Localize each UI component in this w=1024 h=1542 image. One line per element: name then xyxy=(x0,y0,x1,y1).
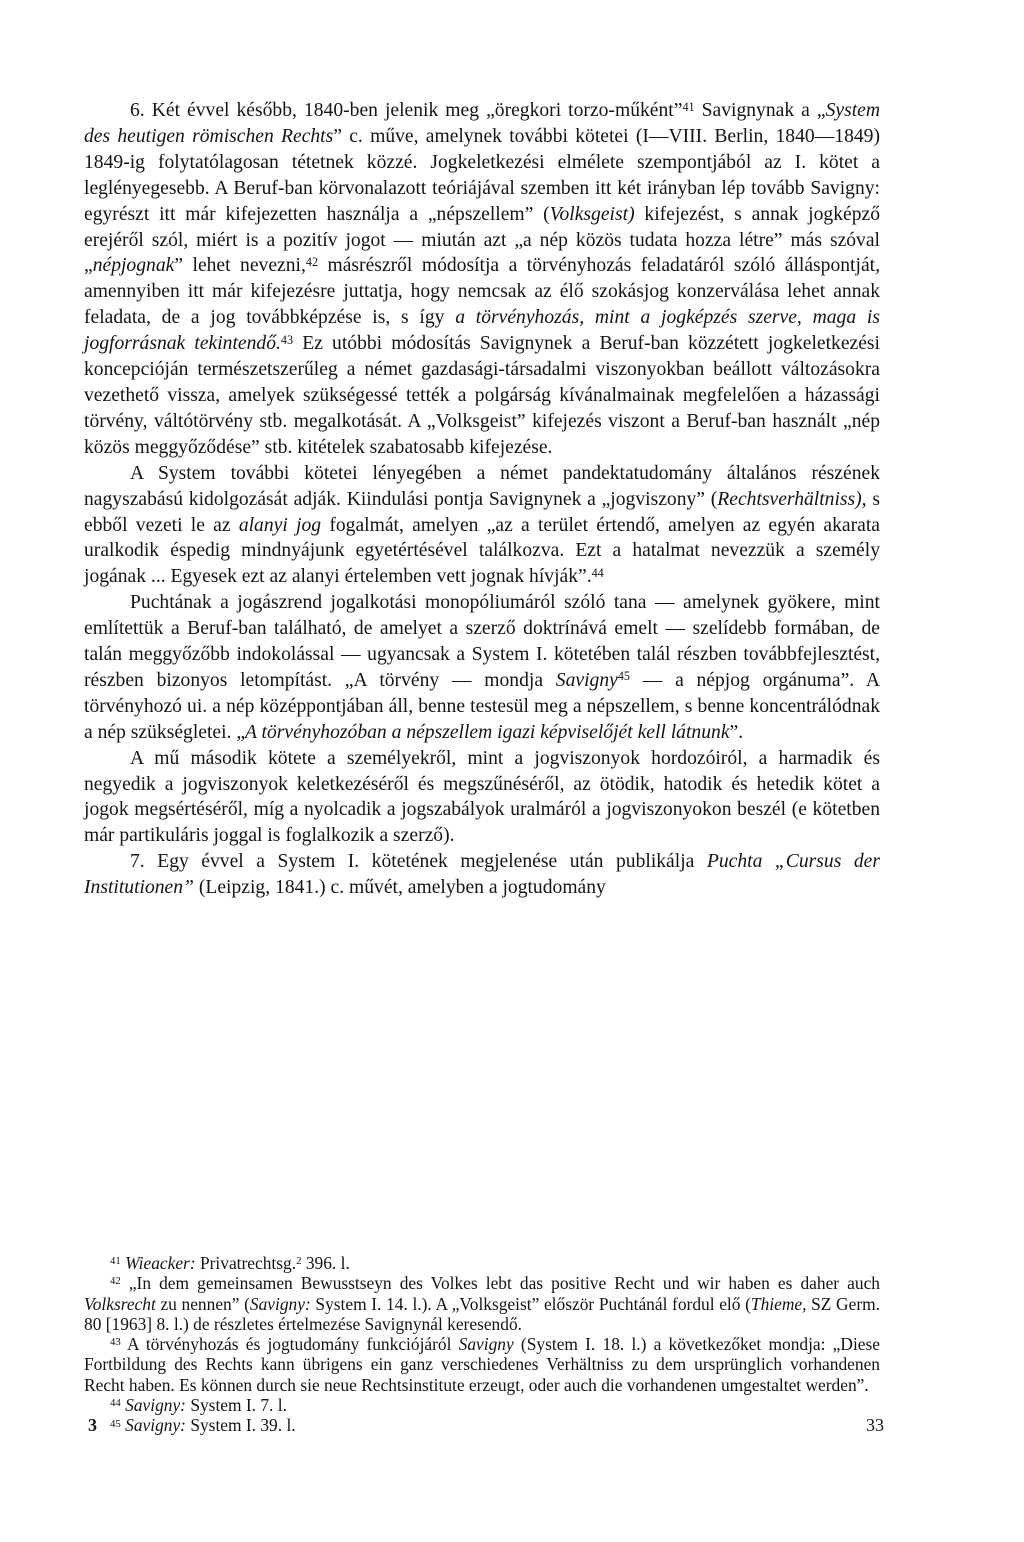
italic-text: Puchta „Cursus der Institutionen” xyxy=(84,851,880,899)
footnote-ref: 41 xyxy=(682,99,695,114)
text-run: zu nennen” ( xyxy=(155,1293,250,1314)
text-run: ” lehet nevezni, xyxy=(174,255,306,277)
footnote-ref: 43 xyxy=(280,332,294,347)
footnotes xyxy=(84,1253,880,1436)
text-run: Puchtának a jogászrend jogalkotási monopóliumáról szóló tana — amelynek gyökere, mint említettük a Beruf-ban található, de amelyet a szerző doktrínává emelt — szelídebb formában, de talán meggyőzőbb indokolással — ugyancsak a System I. kötetében talál részben továbbfejlesztést, részben bizonyos letompítást. „A törvény — mondja xyxy=(84,592,880,691)
text-run: Ez utóbbi módosítás Savignynek a Beruf-ban közzétett jogkeletkezési koncepcióján természetszerűleg a német gazdasági-társadalmi viszonyokban beállott változásokra vezethető vissza, amelyek szükségessé tették a polgárság kívánalmainak megfelelően a házassági törvény, váltótörvény stb. megalkotását. A „Volksgeist” kifejezés viszont a Beruf-ban használt „nép közös meggyőződése” stb. kitételek szabatosabb kifejezése. xyxy=(84,333,880,458)
italic-text: Savigny: xyxy=(249,1293,311,1314)
text-run: (System I. 18. l.) a következőket mondja: „Diese Fortbildung des Rechts kann übrigens ein ganz verschiedenes Verhältniss zu dem ursprünglich vorhandenen Recht haben. Es können durch sie neue Rechtsinstitute erzeugt, oder auch die vorhandenen umgestaltet werden”. xyxy=(84,1334,881,1395)
text-run: ”. xyxy=(729,721,744,743)
italic-text: Volksrecht xyxy=(84,1293,156,1314)
italic-text: Volksgeist) xyxy=(549,203,635,225)
text-run: SZ Germ. 80 [1963] 8. l.) de részletes értelmezése Savignynál keresendő. xyxy=(84,1293,880,1334)
italic-text: System des heutigen römischen Rechts xyxy=(84,100,880,147)
italic-text: Wieacker: xyxy=(125,1253,196,1273)
footnote-ref: 44 xyxy=(591,565,604,580)
text-run: 7. Egy évvel a System I. kötetének megjelenése után publikálja xyxy=(130,851,707,873)
italic-text: népjognak xyxy=(92,255,175,277)
text-run: System I. 39. l. xyxy=(185,1415,296,1436)
italic-text: Thieme, xyxy=(750,1293,807,1314)
paragraph xyxy=(84,590,880,745)
footnote-ref: 42 xyxy=(305,254,319,269)
paragraph xyxy=(84,461,880,591)
text-run: 396. l. xyxy=(301,1253,350,1273)
italic-text: Savigny xyxy=(458,1334,514,1355)
footnote xyxy=(84,1273,880,1334)
text-run: Privatrechtsg. xyxy=(195,1253,297,1273)
main-text xyxy=(84,98,880,901)
footnote xyxy=(84,1253,880,1273)
italic-text: alanyi jog xyxy=(238,514,322,536)
footnote xyxy=(84,1415,880,1435)
footnote-ref: 45 xyxy=(617,669,630,684)
italic-text: A törvényhozóban a népszellem igazi képviselőjét kell látnunk xyxy=(245,721,730,743)
footnote-ref: 45 xyxy=(110,1417,121,1430)
paragraph xyxy=(84,98,880,461)
signature-mark: 3 xyxy=(88,1415,97,1435)
text-run: fogalmát, amelyen „az a terület értendő, amelyen az egyén akarata uralkodik éspedig mindnyájunk egyetértésével találkozva. Ezt a hatalmat nevezzük a személy jogának ... Egyesek ezt az alanyi értelemben vett jognak hívják”. xyxy=(84,514,880,588)
text-run: A System további kötetei lényegében a német pandektatudomány általános részének nagyszabású kidolgozását adják. Kiindulási pontja Savignynek a „jogviszony” ( xyxy=(84,462,880,510)
text-run: System I. 7. l. xyxy=(185,1395,287,1416)
footnote-ref: 41 xyxy=(110,1255,121,1268)
text-run: s ebből vezeti le az xyxy=(84,488,880,536)
text-run: másrészről módosítja a törvényhozás feladatáról szóló álláspontját, amennyiben itt már kifejezésre juttatja, hogy nemcsak az élő szokásjog konzerválása lehet annak feladata, de a jog továbbképzése is, s így xyxy=(84,255,880,329)
paragraph xyxy=(84,849,880,901)
text-run: (Leipzig, 1841.) c. művét, amelyben a jogtudomány xyxy=(193,877,606,899)
footnote-ref: 42 xyxy=(110,1275,121,1288)
text-run: kifejezést, s annak jogképző erejéről szól, miért is a pozitív jogot — miután azt „a nép közös tudata hozza létre” más szóval „ xyxy=(84,203,880,277)
text-run: 6. Két évvel később, 1840-ben jelenik meg „öregkori torzo-műként” xyxy=(130,100,683,121)
italic-text: Savigny: xyxy=(125,1395,186,1416)
text-run: System I. 14. l.). A „Volksgeist” először Puchtánál fordul elő ( xyxy=(310,1293,751,1314)
italic-text: Savigny xyxy=(555,669,618,691)
text-run: „In dem gemeinsamen Bewusstseyn des Volkes lebt das positive Recht und wir haben es daher auch xyxy=(120,1273,880,1294)
text-run: Savignynak a „ xyxy=(694,100,826,121)
footnote xyxy=(84,1395,880,1415)
footnote-ref: 43 xyxy=(110,1336,121,1349)
text-run: A mű második kötete a személyekről, mint a jogviszonyok hordozóiról, a harmadik és negyedik a jogviszonyok keletkezéséről és megszűnéséről, az ötödik, hatodik és hetedik kötet a jogok megsértéséről, míg a nyolcadik a jogszabályok uralmáról a jogviszonyokon beszél (e kötetben már partikuláris joggal is foglalkozik a szerző). xyxy=(84,747,880,847)
text-run: ” c. műve, amelynek további kötetei (I—VIII. Berlin, 1840—1849) 1849-ig folytatólagosan tétetnek közzé. Jogkeletkezési elmélete szempontjából az I. kötet a leglényegesebb. A Beruf-ban körvonalazott teóriájával szemben itt két irányban lép tovább Savigny: egyrészt itt már kifejezetten használja a „népszellem” ( xyxy=(84,125,880,225)
footnote xyxy=(84,1334,880,1395)
footnote-ref: 44 xyxy=(110,1397,121,1410)
text-run: — a népjog orgánuma”. A törvényhozó ui. a nép középpontjában áll, benne testesül meg a népszellem, s benne koncentrálódnak a nép szükségletei. „ xyxy=(84,669,880,743)
page-number: 33 xyxy=(866,1415,884,1435)
italic-text: Savigny: xyxy=(125,1415,186,1436)
footnote-ref: 2 xyxy=(296,1255,302,1268)
text-run: A törvényhozás és jogtudomány funkciójáról xyxy=(120,1334,459,1355)
italic-text: Rechtsverhältniss), xyxy=(717,488,867,510)
paragraph xyxy=(84,746,880,850)
italic-text: a törvényhozás, mint a jogképzés szerve, maga is jogforrásnak tekintendő. xyxy=(84,307,880,355)
